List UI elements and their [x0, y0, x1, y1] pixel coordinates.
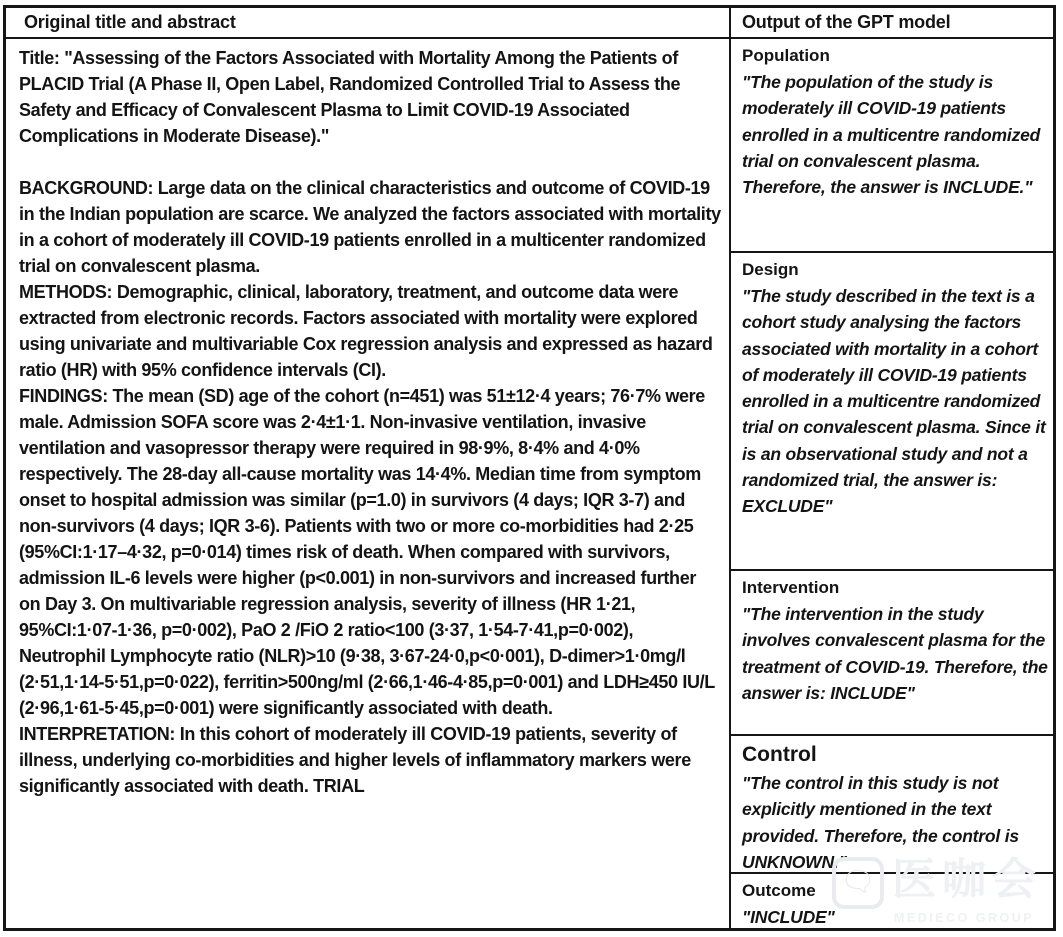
section-design [731, 253, 1053, 571]
abstract-methods: METHODS: Demographic, clinical, laboratory, treatment, and outcome data were extracted from electronic records. Factors associated with mortality were explored using univariate and multivariable Cox regression analysis and expressed as hazard ratio (HR) with 95% confidence intervals (CI). [19, 282, 713, 380]
section-population-text: "The population of the study is moderately ill COVID-19 patients enrolled in a multicentre randomized trial on convalescent plasma. Therefore, the answer is INCLUDE." [742, 72, 1041, 198]
section-control-label: Control [742, 743, 817, 766]
column-gpt-output [731, 8, 1053, 928]
comparison-table [3, 5, 1056, 931]
blank-line [19, 149, 721, 175]
section-control [731, 736, 1053, 874]
watermark-subtext: MEDIECO GROUP [894, 911, 1035, 925]
abstract-cell [6, 39, 729, 928]
section-population-label: Population [742, 46, 830, 65]
watermark-text: 医咖会 [892, 855, 1042, 904]
section-design-text: "The study described in the text is a cohort study analysing the factors associated with mortality in a cohort of moderately ill COVID-19 patients enrolled in a multicentre randomized trial on convalescent plasma. Since it is an observational study and not a randomized trial, the answer is: EXCLUDE" [742, 286, 1046, 517]
abstract-title: Title: "Assessing of the Factors Associated with Mortality Among the Patients of PLACID Trial (A Phase II, Open Label, Randomized Controlled Trial to Assess the Safety and Efficacy of Convalescent Plasma to Limit COVID-19 Associated Complications in Moderate Disease)." [19, 48, 681, 146]
chat-bubble-icon: 🗨 [840, 866, 876, 897]
section-intervention [731, 571, 1053, 736]
column-original-abstract [6, 8, 731, 928]
section-control-text: "The control in this study is not explicitly mentioned in the text provided. Therefore, the control is UNKNOWN." [742, 773, 1019, 872]
section-outcome [731, 874, 1053, 928]
column-header-gpt: Output of the GPT model [731, 8, 1053, 39]
column-header-original: Original title and abstract [6, 8, 729, 39]
abstract-interpretation: INTERPRETATION: In this cohort of moderately ill COVID-19 patients, severity of illness, underlying co-morbidities and higher levels of inflammatory markers were significantly associated with death. TRIAL [19, 724, 691, 796]
section-outcome-label: Outcome [742, 881, 816, 900]
section-population [731, 39, 1053, 253]
abstract-findings: FINDINGS: The mean (SD) age of the cohort (n=451) was 51±12·4 years; 76·7% were male. Admission SOFA score was 2·4±1·1. Non-invasive ventilation, invasive ventilation and vasopressor therapy were required in 98·9%, 8·4% and 4·0% respectively. The 28-day all-cause mortality was 14·4%. Median time from symptom onset to hospital admission was similar (p=1.0) in survivors (4 days; IQR 3-7) and non-survivors (4 days; IQR 3-6). Patients with two or more co-morbidities had 2·25 (95%CI:1·17–4·32, p=0·014) times risk of death. When compared with survivors, admission IL-6 levels were higher (p<0.001) in non-survivors and increased further on Day 3. On multivariable regression analysis, severity of illness (HR 1·21, 95%CI:1·07-1·36, p=0·002), PaO 2 /FiO 2 ratio<100 (3·37, 1·54-7·41,p=0·002), Neutrophil Lymphocyte ratio (NLR)>10 (9·38, 3·67-24·0,p<0·001), D-dimer>1·0mg/l (2·51,1·14-5·51,p=0·022), ferritin>500ng/ml (2·66,1·46-4·85,p=0·001) and LDH≥450 IU/L (2·96,1·61-5·45,p=0·001) were significantly associated with death. [19, 386, 715, 718]
section-design-label: Design [742, 260, 799, 279]
section-outcome-text: "INCLUDE" [742, 907, 835, 927]
section-intervention-label: Intervention [742, 578, 840, 597]
abstract-background: BACKGROUND: Large data on the clinical characteristics and outcome of COVID-19 in the Indian population are scarce. We analyzed the factors associated with mortality in a cohort of moderately ill COVID-19 patients enrolled in a multicenter randomized trial on convalescent plasma. [19, 178, 721, 276]
section-intervention-text: "The intervention in the study involves convalescent plasma for the treatment of COVID-19. Therefore, the answer is: INCLUDE" [742, 604, 1048, 703]
